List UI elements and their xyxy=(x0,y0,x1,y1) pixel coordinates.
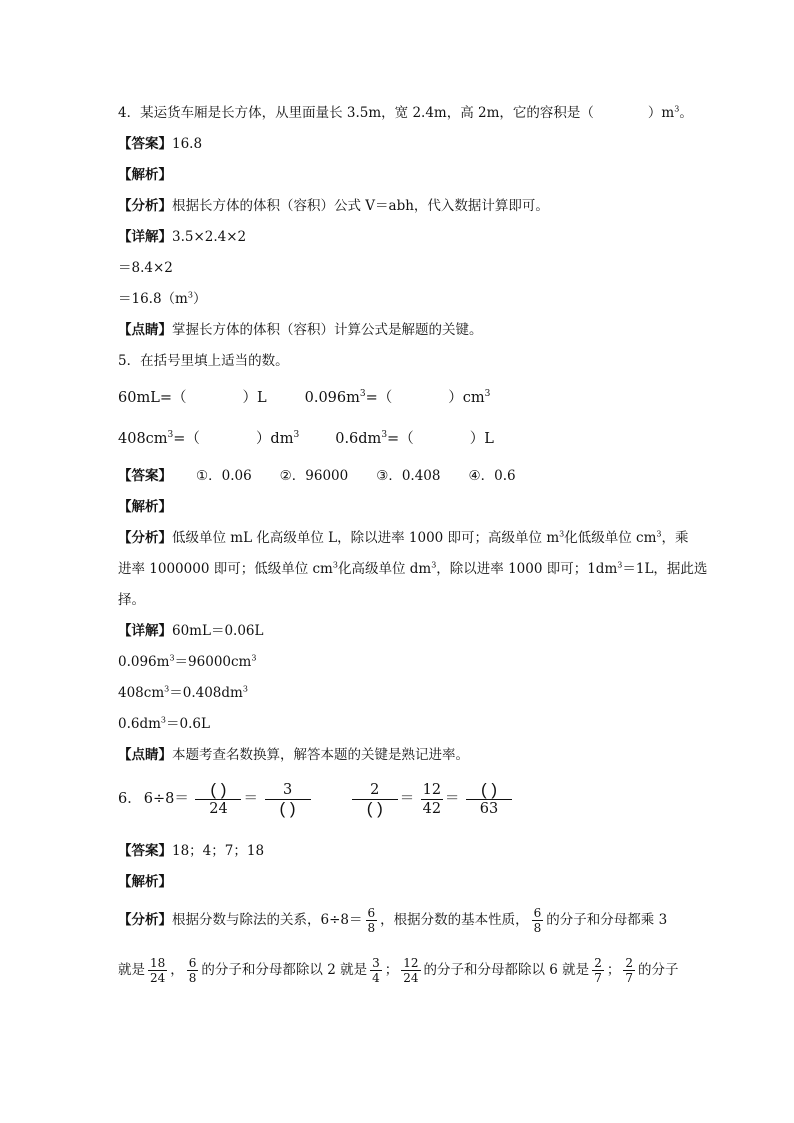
fraction-6-8: $\frac{6}{8}$ xyxy=(188,956,197,985)
q4-answer: 【答案】16.8 xyxy=(118,136,203,152)
q5-question: 5．在括号里填上适当的数。 xyxy=(118,353,289,369)
q5-xiangjie-2: $0.096m^3=96000cm^3$ xyxy=(118,653,257,670)
fraction-2-7: $\frac{2}{7}$ xyxy=(594,956,602,985)
fraction-6-8: $\frac{6}{8}$ xyxy=(367,906,376,935)
fraction-3-4: $\frac{3}{4}$ xyxy=(372,956,380,985)
q5-xiangjie-3: $408cm^3=0.408dm^3$ xyxy=(118,684,248,701)
fraction-6-8: $\frac{6}{8}$ xyxy=(533,906,542,935)
q6-fenxi-line2: 就是 $\frac{18}{24}$ ， $\frac{6}{8}$ 的分子和分母都除以 2 就是 $\frac{3}{4}$ ； $\frac{12}{24}$ 的分子和分母都除以 6 就是 $\frac{2}{7}$ ； $\frac{2}{7}$ 的分子 xyxy=(118,956,679,985)
q4-dianjing: 【点睛】掌握长方体的体积（容积）计算公式是解题的关键。 xyxy=(118,322,483,338)
q5-fenxi-line3: 择。 xyxy=(118,592,145,608)
fraction-2-over-blank: $\frac{2}{( )}$ xyxy=(352,781,398,818)
fraction-12-24: $\frac{12}{24}$ xyxy=(403,956,419,985)
fraction-18-24: $\frac{18}{24}$ xyxy=(150,956,166,985)
q4-step2: $=16.8(m^3)$ xyxy=(118,290,207,307)
q4-step1: ＝8.4×2 xyxy=(118,260,173,276)
q4-fenxi: 【分析】根据长方体的体积（容积）公式 V＝abh，代入数据计算即可。 xyxy=(118,198,549,214)
q6-equation: 6． 6÷8＝ $\frac{( )}{24}$ ＝ $\frac{3}{( )}$ $\frac{2}{( )}$ ＝ $\frac{12}{42}$ ＝ $\frac{( )}{63}$ xyxy=(118,779,514,819)
q4-xiangjie: 【详解】3.5×2.4×2 xyxy=(118,229,247,245)
q5-jiexi: 【解析】 xyxy=(118,499,172,515)
fraction-blank-over-63: $\frac{( )}{63}$ xyxy=(466,781,512,818)
q5-answer: 【答案】 ①．0.06 ②．96000 ③．0.408 ④．0.6 xyxy=(118,468,516,484)
q5-row2: $408cm^3=$（ ）$dm^3$ $0.6dm^3=$（ ）L xyxy=(118,430,494,447)
fraction-12-over-42: $\frac{12}{42}$ xyxy=(422,781,442,817)
q5-xiangjie: 【详解】60mL＝0.06L xyxy=(118,623,264,639)
q5-fenxi-line2: 进率 1000000 即可；低级单位 $cm^3$化高级单位 $dm^3$，除以进率 1000 即可；$1dm^3=1L$，据此选 xyxy=(118,560,708,577)
q5-xiangjie-4: $0.6dm^3=0.6L$ xyxy=(118,715,210,732)
q6-answer: 【答案】18；4；7；18 xyxy=(118,843,265,859)
q6-jiexi: 【解析】 xyxy=(118,874,172,890)
q5-dianjing: 【点睛】本题考查名数换算，解答本题的关键是熟记进率。 xyxy=(118,747,469,763)
q5-fenxi-line1: 【分析】低级单位 mL 化高级单位 L，除以进率 1000 即可；高级单位 $m^3$化低级单位 $cm^3$，乘 xyxy=(118,529,689,546)
fraction-2-7: $\frac{2}{7}$ xyxy=(625,956,633,985)
q4-question: 4．某运货车厢是长方体，从里面量长 3.5m，宽 2.4m，高 2m，它的容积是（ ）$m^3$。 xyxy=(118,104,693,121)
q4-jiexi: 【解析】 xyxy=(118,167,172,183)
q6-fenxi-line1: 【分析】根据分数与除法的关系，6÷8＝ $\frac{6}{8}$ ，根据分数的基本性质， $\frac{6}{8}$ 的分子和分母都乘 3 xyxy=(118,906,668,935)
fraction-blank-over-24: $\frac{( )}{24}$ xyxy=(195,781,241,818)
q5-row1: 60mL=（ ）L $0.096m^3=$（ ）$cm^3$ xyxy=(118,389,491,406)
fraction-3-over-blank: $\frac{3}{( )}$ xyxy=(265,781,311,818)
